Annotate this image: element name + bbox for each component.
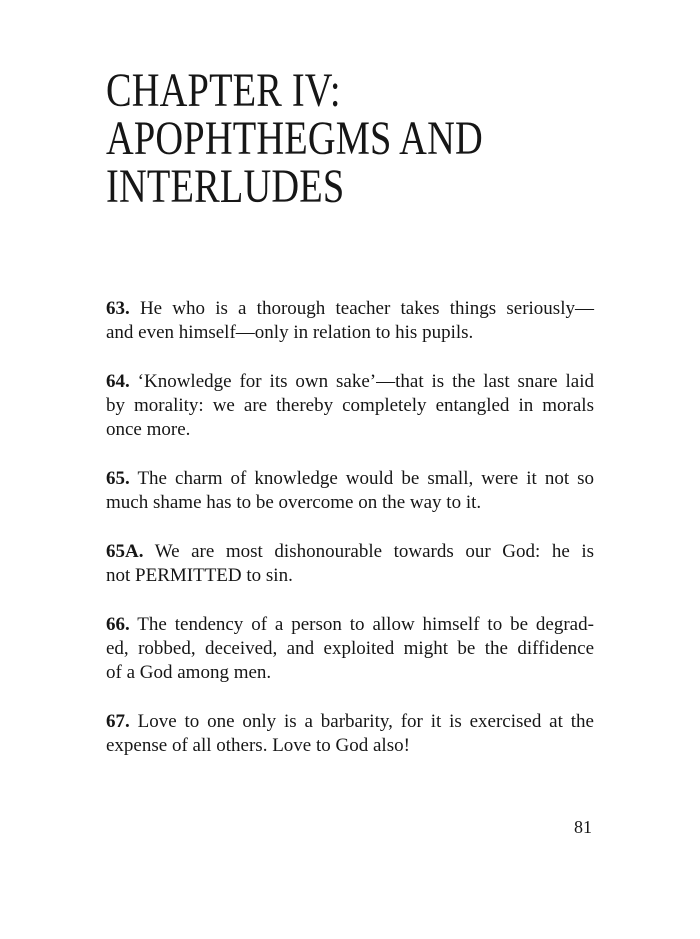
paragraph-line — [106, 418, 594, 442]
paragraph-line-text: of a God among men. — [106, 662, 272, 684]
paragraph-line — [106, 321, 594, 345]
paragraph-line-text: and even himself—only in relation to his pupils. — [106, 322, 474, 344]
paragraph-line-text: 65. The charm of knowledge would be small, were it not so — [106, 468, 595, 490]
chapter-title-line-1: CHAPTER IV: — [106, 64, 341, 117]
paragraph-line — [106, 297, 594, 321]
aphorism-number: 65A. — [106, 540, 144, 562]
paragraph-line — [106, 370, 594, 394]
paragraph-line-text: expense of all others. Love to God also! — [106, 735, 410, 757]
paragraph-line — [106, 564, 594, 588]
paragraph-line — [106, 394, 594, 418]
paragraph-line — [106, 661, 594, 685]
paragraph-line-text: ed, robbed, deceived, and exploited might be the diffidence — [106, 638, 595, 660]
aphorism-65A — [106, 540, 594, 589]
aphorism-number: 66. — [106, 613, 130, 635]
paragraph-line — [106, 467, 594, 491]
aphorism-number: 67. — [106, 711, 130, 733]
paragraph-line — [106, 710, 594, 734]
paragraph-line-text: not PERMITTED to sin. — [106, 565, 293, 587]
aphorism-number: 63. — [106, 298, 130, 319]
aphorism-63 — [106, 297, 594, 346]
paragraph-line — [106, 734, 594, 758]
paragraph-line — [106, 540, 594, 564]
aphorism-number: 64. — [106, 370, 130, 392]
chapter-title-line-2: APOPHTHEGMS AND — [106, 112, 483, 165]
aphorism-65 — [106, 467, 594, 516]
chapter-title — [106, 64, 483, 213]
paragraph-line-text: 64. ‘Knowledge for its own sake’—that is the last snare laid — [106, 370, 595, 392]
paragraph-line-text: 67. Love to one only is a barbarity, for it is exercised at the — [106, 711, 594, 733]
chapter-title-line-3: INTERLUDES — [106, 160, 345, 213]
paragraph-line-text: once more. — [106, 419, 191, 441]
aphorism-67 — [106, 710, 594, 759]
page-number: 81 — [574, 817, 592, 837]
paragraph-line-text: 63. He who is a thorough teacher takes things seriously— — [106, 298, 594, 319]
aphorism-number: 65. — [106, 468, 130, 490]
aphorism-64 — [106, 370, 594, 443]
aphorisms-body — [106, 297, 594, 783]
paragraph-line — [106, 637, 594, 661]
paragraph-line-text: much shame has to be overcome on the way to it. — [106, 492, 482, 514]
paragraph-line-text: by morality: we are thereby completely entangled in morals — [106, 395, 594, 417]
paragraph-line — [106, 613, 594, 637]
paragraph-line-text: 65A. We are most dishonourable towards our God: he is — [106, 540, 594, 562]
aphorism-66 — [106, 613, 594, 686]
paragraph-line — [106, 491, 594, 515]
paragraph-line-text: 66. The tendency of a person to allow himself to be degrad- — [106, 613, 594, 635]
